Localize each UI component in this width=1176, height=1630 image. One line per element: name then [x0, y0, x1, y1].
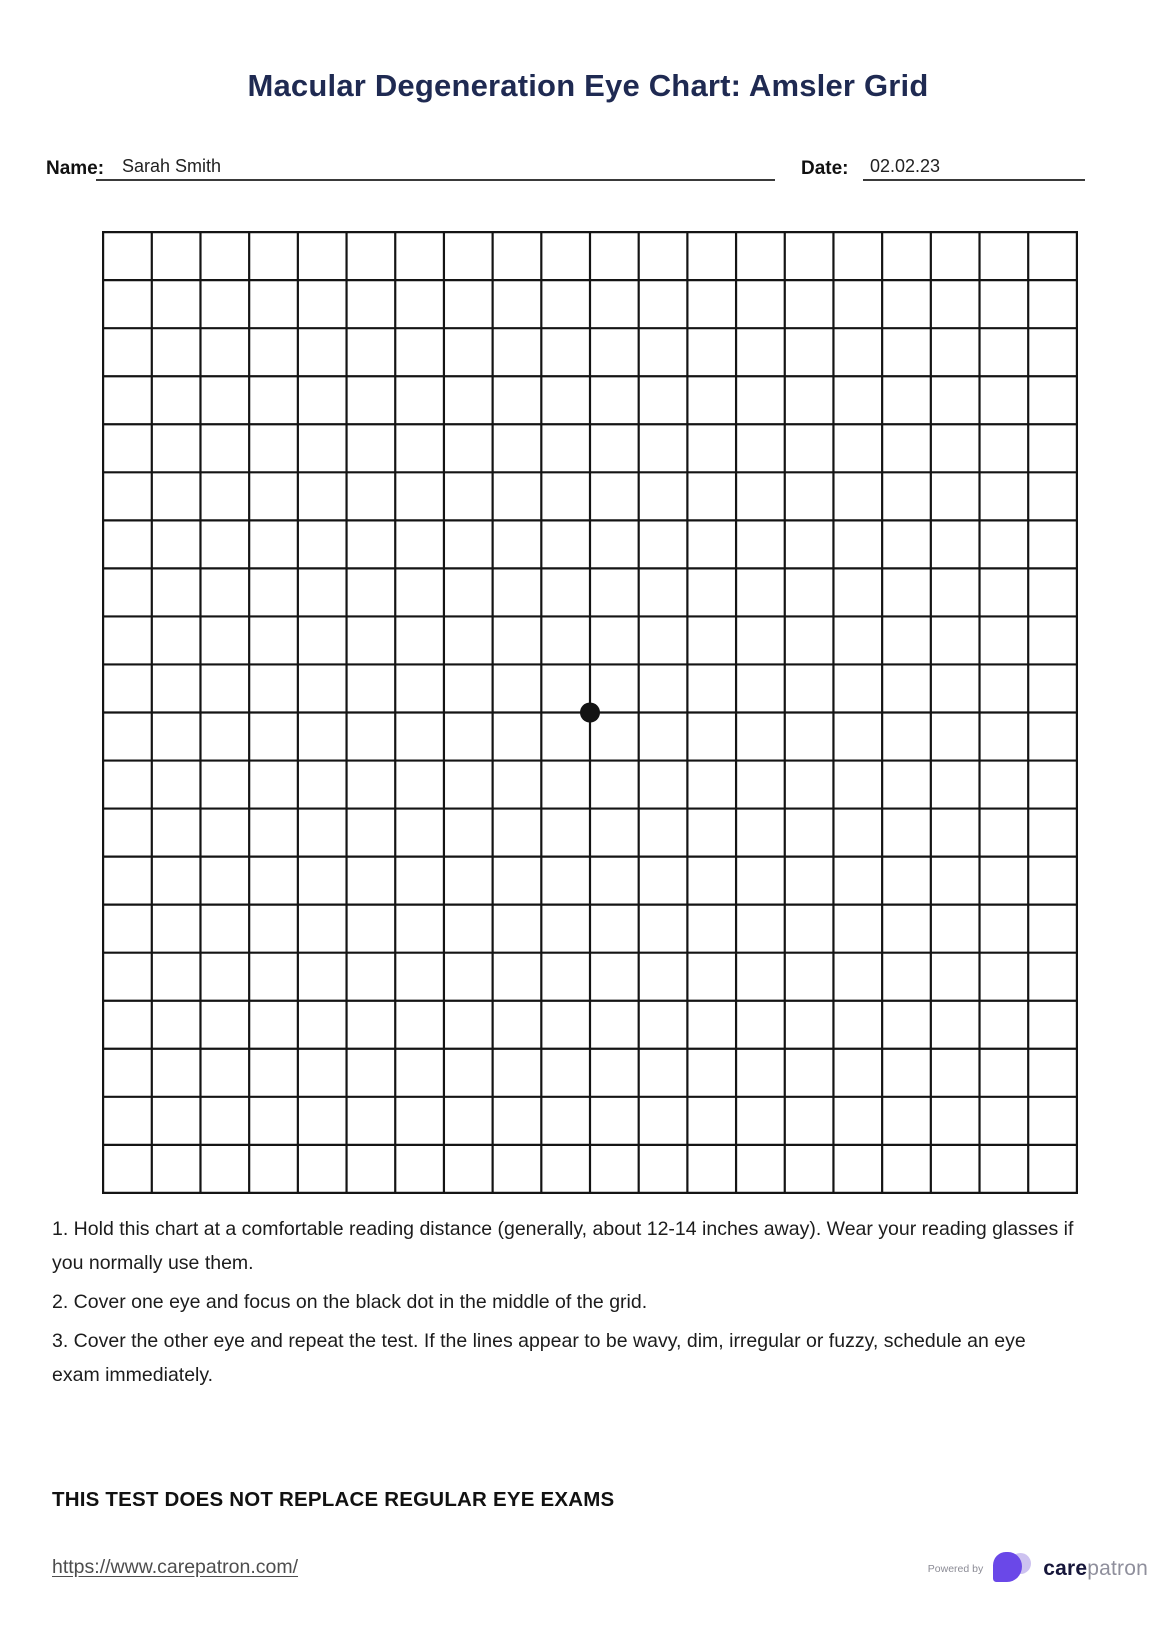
- date-label: Date:: [801, 158, 849, 179]
- brand-wordmark: [1043, 1557, 1148, 1581]
- logo-bubble-shape: [993, 1552, 1022, 1582]
- carepatron-link[interactable]: https://www.carepatron.com/: [52, 1556, 299, 1578]
- disclaimer-text: THIS TEST DOES NOT REPLACE REGULAR EYE EXAMS: [52, 1488, 615, 1511]
- carepatron-logo-icon: [991, 1552, 1035, 1585]
- brand-care-text: care: [1043, 1556, 1088, 1580]
- instructions-list: [52, 1212, 1076, 1397]
- page-title: Macular Degeneration Eye Chart: Amsler Grid: [247, 68, 929, 103]
- instruction-step-3: 3. Cover the other eye and repeat the test. If the lines appear to be wavy, dim, irregular or fuzzy, schedule an eye exam immediately.: [52, 1330, 1026, 1386]
- brand-patron-text: patron: [1087, 1556, 1148, 1580]
- powered-by-badge: [928, 1552, 1148, 1585]
- fixation-dot: [580, 703, 600, 723]
- instruction-step-2: 2. Cover one eye and focus on the black dot in the middle of the grid.: [52, 1291, 648, 1313]
- amsler-grid-svg: [102, 231, 1078, 1194]
- name-input[interactable]: Sarah Smith: [96, 152, 775, 181]
- powered-by-label: Powered by: [927, 1562, 984, 1575]
- instruction-step-1: 1. Hold this chart at a comfortable reading distance (generally, about 12-14 inches away). Wear your reading glasses if you normally use them.: [52, 1218, 1074, 1274]
- patient-info-row: [0, 152, 1176, 186]
- date-input[interactable]: 02.02.23: [863, 152, 1085, 181]
- amsler-grid: [102, 231, 1078, 1194]
- name-label: Name:: [46, 158, 105, 179]
